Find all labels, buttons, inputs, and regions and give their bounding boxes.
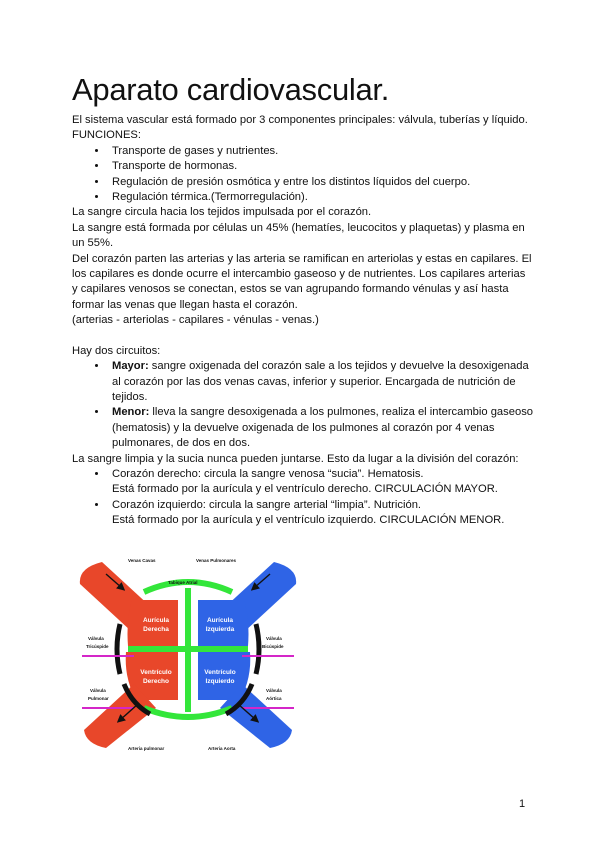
- list-item: • Regulación de presión osmótica y entre los distintos líquidos del cuerpo.: [108, 175, 534, 190]
- paragraph: La sangre limpia y la sucia nunca pueden juntarse. Esto da lugar a la división del corazón:: [72, 452, 519, 465]
- label-auricula-izquierda: Aurícula: [206, 617, 234, 624]
- division-line: Está formado por la aurícula y el ventrículo izquierdo. CIRCULACIÓN MENOR.: [112, 514, 505, 527]
- label-valvula-pulmonar: Válvula: [90, 688, 106, 693]
- list-item: • Transporte de hormonas.: [108, 159, 534, 174]
- spacer: [72, 329, 534, 344]
- page-title: Aparato cardiovascular.: [72, 72, 390, 107]
- label-valvula-tricuspide-2: Tricúspide: [86, 644, 109, 649]
- funciones-list: [72, 144, 534, 206]
- label-valvula-pulmonar-2: Pulmonar: [88, 696, 109, 701]
- label-venas-cavas: Venas Cavas: [128, 558, 156, 563]
- label-valvula-tricuspide: Válvula: [88, 636, 104, 641]
- heart-diagram: [72, 548, 304, 754]
- intro-paragraph: El sistema vascular está formado por 3 componentes principales: válvula, tuberías y líquido.: [72, 114, 528, 126]
- paragraph: (arterias - arteriolas - capilares - vénulas - venas.): [72, 314, 319, 327]
- circuitos-heading: Hay dos circuitos:: [72, 344, 161, 357]
- label-valvula-bicuspide: Válvula: [266, 636, 282, 641]
- label-valvula-aortica: Válvula: [266, 688, 282, 693]
- label-auricula-izquierda-2: Izquierda: [205, 626, 235, 633]
- label-arteria-aorta: Arteria Aorta: [208, 746, 236, 751]
- list-item: [108, 405, 534, 451]
- list-item: [108, 359, 534, 405]
- label-ventriculo-izquierdo: Ventrículo: [204, 669, 236, 676]
- circuitos-list: [72, 359, 534, 451]
- circuito-text: sangre oxigenada del corazón sale a los tejidos y devuelve la desoxigenada al corazón por las dos venas cavas, inferior y superior. Encargada de nutrición de tejidos.: [112, 360, 529, 403]
- funciones-heading: FUNCIONES:: [72, 129, 141, 142]
- division-list: [72, 467, 534, 529]
- list-item: [108, 498, 534, 529]
- list-item: [108, 467, 534, 498]
- label-auricula-derecha-2: Derecha: [143, 626, 169, 633]
- paragraph: Del corazón parten las arterias y las arteria se ramifican en arteriolas y estas en capilares. El los capilares es donde ocurre el intercambio gaseoso y de nutrientes. Los capilares arterias y capilares venosos se conectan, estos se van agrupando formando vénulas y así hasta formar las venas que llegan hasta el corazón.: [72, 252, 532, 311]
- label-arteria-pulmonar: Arteria pulmonar: [128, 746, 165, 751]
- list-item: • Transporte de gases y nutrientes.: [108, 144, 534, 159]
- division-line: Corazón izquierdo: circula la sangre arterial “limpia”. Nutrición.: [112, 498, 422, 511]
- paragraph: La sangre está formada por células un 45% (hematíes, leucocitos y plaquetas) y plasma en un 55%.: [72, 221, 525, 250]
- label-ventriculo-derecho: Ventrículo: [140, 669, 172, 676]
- label-valvula-aortica-2: Aórtica: [266, 696, 282, 701]
- division-line: Corazón derecho: circula la sangre venosa “sucia”. Hematosis.: [112, 467, 424, 480]
- division-line: Está formado por la aurícula y el ventrículo derecho. CIRCULACIÓN MAYOR.: [112, 483, 498, 496]
- label-auricula-derecha: Aurícula: [142, 617, 170, 624]
- paragraph: La sangre circula hacia los tejidos impulsada por el corazón.: [72, 206, 372, 219]
- list-item: • Regulación térmica.(Termorregulación).: [108, 190, 534, 205]
- circuito-text: lleva la sangre desoxigenada a los pulmones, realiza el intercambio gaseoso (hematosis) y la devuelve oxigenada de los pulmones al corazón por 4 venas pulmonares, de dos en dos.: [112, 406, 534, 450]
- circuito-label: Mayor:: [112, 360, 149, 373]
- label-venas-pulmonares: Venas Pulmonares: [196, 558, 237, 563]
- label-ventriculo-izquierdo-2: Izquierdo: [205, 678, 235, 685]
- page-number: 1: [519, 798, 526, 810]
- circuito-label: Menor:: [112, 406, 150, 419]
- label-ventriculo-derecho-2: Derecho: [142, 678, 170, 685]
- label-tabique-atrial: Tabique Atrial: [168, 580, 198, 585]
- label-valvula-bicuspide-2: Bicúspide: [262, 644, 284, 649]
- document-body: [72, 113, 534, 529]
